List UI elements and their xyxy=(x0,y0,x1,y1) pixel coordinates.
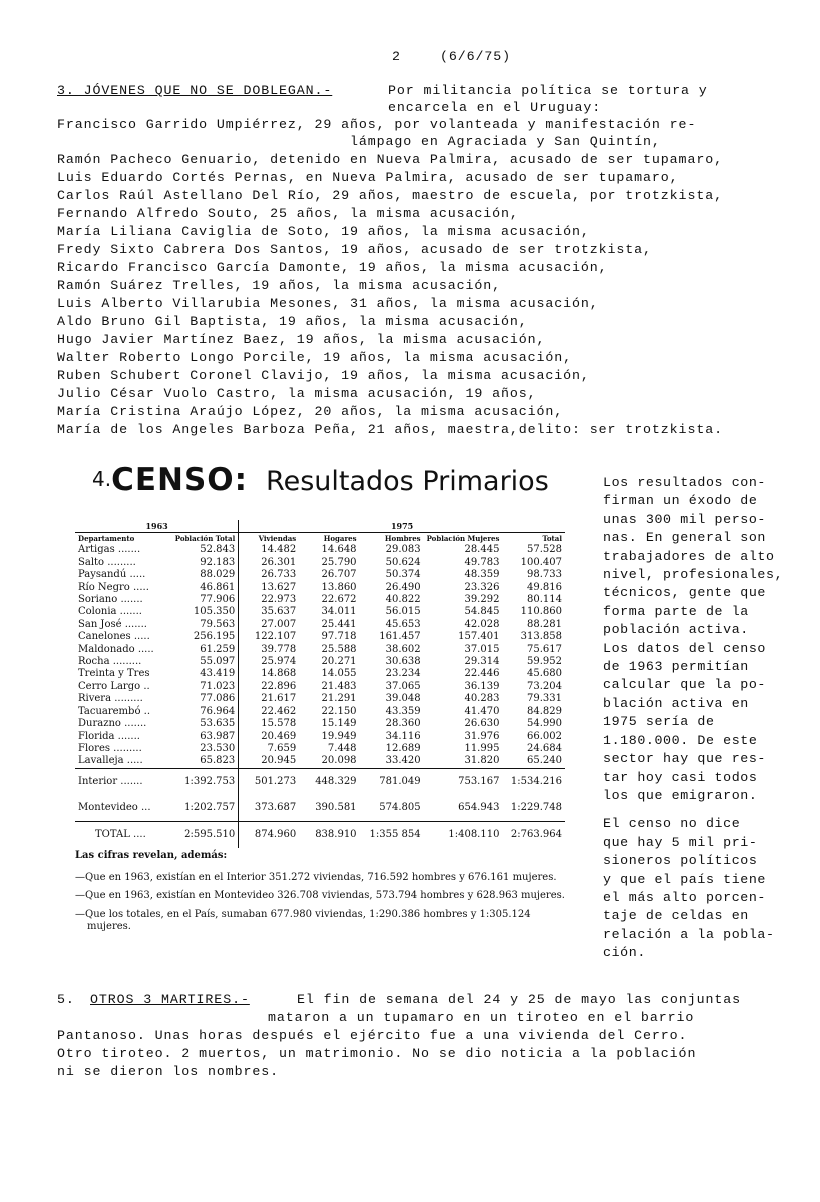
section-5-line: Pantanoso. Unas horas después el ejército fue a una vivienda del Cerro. xyxy=(57,1028,688,1043)
cell: 31.820 xyxy=(464,755,500,767)
cell: 26.490 xyxy=(385,581,421,593)
cell: 37.065 xyxy=(385,680,421,692)
cell: 92.183 xyxy=(200,556,236,568)
cell: 36.139 xyxy=(464,680,500,692)
census-notes xyxy=(75,850,565,940)
cell: 25.790 xyxy=(321,556,357,568)
table-row xyxy=(75,731,565,743)
cell: 22.973 xyxy=(239,594,299,606)
cell: 25.588 xyxy=(321,643,357,655)
col-header: Población Total xyxy=(174,534,236,544)
table-row xyxy=(75,681,565,693)
page-date: (6/6/75) xyxy=(440,49,512,64)
cell: 73.204 xyxy=(527,680,562,692)
census-title xyxy=(92,462,549,498)
cell: 77.906 xyxy=(200,594,236,606)
section-3-intro-2: encarcela en el Uruguay: xyxy=(388,100,602,115)
detainee-line: Luis Eduardo Cortés Pernas, en Nueva Palmira, acusado de ser tupamaro, xyxy=(57,170,679,185)
cell: 12.689 xyxy=(385,742,421,754)
cell: 313.858 xyxy=(520,631,562,643)
commentary-line: forma parte de la xyxy=(603,603,749,619)
cell: 29.083 xyxy=(385,544,421,556)
commentary-line: taje de celdas en xyxy=(603,908,749,924)
cell: 161.457 xyxy=(379,631,421,643)
commentary-line: los que emigraron. xyxy=(603,787,758,803)
section-5-line: mataron a un tupamaro en un tiroteo en el barrio xyxy=(268,1010,695,1025)
col-header: Hogares xyxy=(323,534,357,544)
table-row xyxy=(75,718,565,730)
cell: 1:355 854 xyxy=(360,821,424,848)
detainee-line: Carlos Raúl Astellano Del Río, 29 años, maestro de escuela, por trotzkista, xyxy=(57,188,723,203)
cell: 22.672 xyxy=(321,594,357,606)
cell: 79.563 xyxy=(200,618,236,630)
year-1963: 1963 xyxy=(75,520,239,533)
cell: 76.964 xyxy=(200,705,236,717)
cell: 19.949 xyxy=(321,730,357,742)
detainee-line: Fernando Alfredo Souto, 25 años, la misma acusación, xyxy=(57,206,519,221)
cell: 21.291 xyxy=(321,693,357,705)
cell: 43.419 xyxy=(200,668,236,680)
cell: 97.718 xyxy=(321,631,357,643)
cell: 80.114 xyxy=(527,594,562,606)
cell: 7.448 xyxy=(327,742,357,754)
table-row xyxy=(75,606,565,618)
section-5-heading: OTROS 3 MARTIRES.- xyxy=(90,992,250,1007)
cell: 98.733 xyxy=(527,569,562,581)
table-row xyxy=(75,544,565,556)
cell: Florida ....... xyxy=(78,730,140,742)
cell: 14.055 xyxy=(321,668,357,680)
cell: 28.445 xyxy=(464,544,500,556)
cell: 501.273 xyxy=(239,768,299,795)
cell: 45.653 xyxy=(385,618,421,630)
detainee-line: María de los Angeles Barboza Peña, 21 años, maestra,delito: ser trotzkista. xyxy=(57,422,723,437)
cell: Durazno ....... xyxy=(78,718,147,730)
note-item: —Que en 1963, existían en Montevideo 326.708 viviendas, 573.794 hombres y 628.963 mujeres. xyxy=(75,890,565,901)
cell: 25.441 xyxy=(321,618,357,630)
cell: 22.462 xyxy=(239,706,299,718)
cell: Montevideo ... xyxy=(78,801,151,813)
detainee-line: Fredy Sixto Cabrera Dos Santos, 19 años, acusado de ser trotzkista, xyxy=(57,242,652,257)
census-subtitle: Resultados Primarios xyxy=(266,466,549,497)
detainee-line: Ruben Schubert Coronel Clavijo, 19 años, la misma acusación, xyxy=(57,368,590,383)
cell: 20.271 xyxy=(321,656,357,668)
cell: 29.314 xyxy=(464,656,500,668)
commentary-paragraph-1 xyxy=(603,474,818,805)
table-row xyxy=(75,693,565,705)
cell: 13.627 xyxy=(239,582,299,594)
cell: 1:229.748 xyxy=(510,801,562,813)
cell: 40.822 xyxy=(385,594,421,606)
cell: 84.829 xyxy=(527,705,562,717)
cell: 25.974 xyxy=(239,656,299,668)
detainee-line: Ramón Pacheco Genuario, detenido en Nueva Palmira, acusado de ser tupamaro, xyxy=(57,152,723,167)
cell: 61.259 xyxy=(200,643,236,655)
cell: 781.049 xyxy=(360,768,424,795)
cell: 39.292 xyxy=(464,594,500,606)
cell: 35.637 xyxy=(239,606,299,618)
table-row xyxy=(75,631,565,643)
cell: 50.374 xyxy=(385,569,421,581)
table-header-row xyxy=(75,533,565,545)
table-row-interior xyxy=(75,768,565,795)
cell: 21.483 xyxy=(321,680,357,692)
cell: 11.995 xyxy=(464,742,500,754)
commentary-line: calcular que la po- xyxy=(603,677,767,693)
cell: Artigas ....... xyxy=(78,544,141,556)
section-5-number: 5. xyxy=(57,992,75,1007)
commentary-line: trabajadores de alto xyxy=(603,548,775,564)
commentary-line: 1975 sería de xyxy=(603,714,715,730)
cell: 574.805 xyxy=(379,801,421,813)
cell: 21.617 xyxy=(239,693,299,705)
table-row xyxy=(75,619,565,631)
cell: 37.015 xyxy=(464,643,500,655)
col-header: Población Mujeres xyxy=(426,534,500,544)
cell: 110.860 xyxy=(520,606,562,618)
note-item: —Que los totales, en el País, sumaban 677.980 viviendas, 1:290.386 hombres y 1:305.124 mujeres. xyxy=(75,908,531,932)
cell: 38.602 xyxy=(385,643,421,655)
commentary-line: relación a la pobla- xyxy=(603,926,775,942)
cell: 15.149 xyxy=(321,718,357,730)
detainee-line: Francisco Garrido Umpiérrez, 29 años, por volanteada y manifestación re- xyxy=(57,117,697,132)
cell: 71.023 xyxy=(200,680,236,692)
commentary-line: ción. xyxy=(603,945,646,961)
cell: 14.868 xyxy=(239,668,299,680)
commentary-line: nivel, profesionales, xyxy=(603,567,784,583)
detainee-line: María Liliana Caviglia de Soto, 19 años, la misma acusación, xyxy=(57,224,590,239)
table-row xyxy=(75,656,565,668)
section-3-intro-1: Por militancia política se tortura y xyxy=(388,83,708,98)
cell: 22.896 xyxy=(239,681,299,693)
cell: Treinta y Tres xyxy=(78,668,150,680)
cell: 23.530 xyxy=(200,742,236,754)
cell: 15.578 xyxy=(239,718,299,730)
cell: 14.482 xyxy=(239,544,299,556)
detainee-line: Julio César Vuolo Castro, la misma acusación, 19 años, xyxy=(57,386,537,401)
detainee-line: Aldo Bruno Gil Baptista, 19 años, la misma acusación, xyxy=(57,314,528,329)
col-header: Departamento xyxy=(78,534,135,544)
cell: 34.011 xyxy=(321,606,357,618)
cell: 7.659 xyxy=(239,743,299,755)
col-header: Hombres xyxy=(384,534,421,544)
cell: Salto ......... xyxy=(78,556,136,568)
cell: Lavalleja ..... xyxy=(78,755,143,767)
table-row xyxy=(75,668,565,680)
commentary-line: población activa. xyxy=(603,622,749,638)
detainee-line: Luis Alberto Villarubia Mesones, 31 años, la misma acusación, xyxy=(57,296,599,311)
detainee-line: María Cristina Araújo López, 20 años, la misma acusación, xyxy=(57,404,564,419)
table-row xyxy=(75,569,565,581)
cell: 27.007 xyxy=(239,619,299,631)
commentary-line: El censo no dice xyxy=(603,816,741,832)
cell: 59.952 xyxy=(527,656,562,668)
commentary-line: Los resultados con- xyxy=(603,475,767,490)
cell: 79.331 xyxy=(527,693,562,705)
cell: 13.860 xyxy=(321,581,357,593)
cell: 20.469 xyxy=(239,731,299,743)
cell: 1:408.110 xyxy=(424,821,503,848)
year-1975: 1975 xyxy=(239,520,565,533)
commentary-paragraph-2 xyxy=(603,815,818,962)
cell: 40.283 xyxy=(464,693,500,705)
table-row xyxy=(75,557,565,569)
detainee-line: lámpago en Agraciada y San Quintín, xyxy=(350,134,661,149)
cell: Maldonado ..... xyxy=(78,643,154,655)
cell: 41.470 xyxy=(464,705,500,717)
cell: 20.945 xyxy=(239,755,299,768)
cell: 26.707 xyxy=(321,569,357,581)
cell: 88.029 xyxy=(200,569,236,581)
commentary-line: Los datos del censo xyxy=(603,640,767,656)
table-row xyxy=(75,582,565,594)
cell: 654.943 xyxy=(458,801,500,813)
cell: 63.987 xyxy=(200,730,236,742)
commentary-line: que hay 5 mil pri- xyxy=(603,834,758,850)
cell: 105.350 xyxy=(193,606,236,618)
detainee-line: Hugo Javier Martínez Baez, 19 años, la misma acusación, xyxy=(57,332,546,347)
cell: 65.823 xyxy=(200,755,236,767)
cell: 34.116 xyxy=(385,730,421,742)
cell: 43.359 xyxy=(385,705,421,717)
cell: 49.816 xyxy=(527,581,562,593)
census-table xyxy=(75,520,565,848)
commentary-line: técnicos, gente que xyxy=(603,585,767,601)
detainee-line: Walter Roberto Longo Porcile, 19 años, la misma acusación, xyxy=(57,350,573,365)
cell: 54.845 xyxy=(464,606,500,618)
cell: 26.301 xyxy=(239,557,299,569)
cell: 2:763.964 xyxy=(502,821,565,848)
commentary-line: nas. En general son xyxy=(603,530,767,546)
table-year-row xyxy=(75,520,565,533)
cell: 1:202.757 xyxy=(184,801,236,813)
commentary-line: tar hoy casi todos xyxy=(603,769,758,785)
cell: 75.617 xyxy=(527,643,562,655)
cell: San José ....... xyxy=(78,618,147,630)
cell: 157.401 xyxy=(458,631,500,643)
section-5-line: Otro tiroteo. 2 muertos, un matrimonio. No se dio noticia a la población xyxy=(57,1046,697,1061)
cell: 77.086 xyxy=(200,693,236,705)
cell: 373.687 xyxy=(239,795,299,822)
cell: 22.150 xyxy=(321,705,357,717)
cell: 31.976 xyxy=(464,730,500,742)
table-row xyxy=(75,594,565,606)
cell: Colonia ....... xyxy=(78,606,142,618)
cell: 26.733 xyxy=(239,569,299,581)
section-5-line: ni se dieron los nombres. xyxy=(57,1064,279,1079)
cell: Rivera ......... xyxy=(78,693,143,705)
cell: 24.684 xyxy=(527,742,562,754)
cell: 46.861 xyxy=(200,581,236,593)
cell: Río Negro ..... xyxy=(78,581,149,593)
section-3-heading: 3. JÓVENES QUE NO SE DOBLEGAN.- xyxy=(57,83,333,98)
cell: 49.783 xyxy=(464,556,500,568)
section-4-number: 4. xyxy=(92,467,112,491)
page-number: 2 xyxy=(392,49,401,64)
cell: 2:595.510 xyxy=(168,821,239,848)
cell: Flores ......... xyxy=(78,742,142,754)
commentary-line: el más alto porcen- xyxy=(603,889,767,905)
table-row-total xyxy=(75,821,565,848)
cell: 53.635 xyxy=(200,718,236,730)
detainee-line: Ricardo Francisco García Damonte, 19 años, la misma acusación, xyxy=(57,260,608,275)
note-item: —Que en 1963, existían en el Interior 351.272 viviendas, 716.592 hombres y 676.161 mujeres. xyxy=(75,871,557,883)
cell: 52.843 xyxy=(200,544,236,556)
cell: 1:392.753 xyxy=(168,768,239,795)
cell: 50.624 xyxy=(385,556,421,568)
cell: 122.107 xyxy=(239,631,299,643)
commentary-line: y que el país tiene xyxy=(603,871,767,887)
cell: 28.360 xyxy=(385,718,421,730)
commentary-line: unas 300 mil perso- xyxy=(603,511,767,527)
table-row xyxy=(75,743,565,755)
cell: 26.630 xyxy=(464,718,500,730)
notes-heading: Las cifras revelan, además: xyxy=(75,850,228,861)
cell: 45.680 xyxy=(527,668,562,680)
cell: 23.234 xyxy=(385,668,421,680)
cell: 100.407 xyxy=(520,556,562,568)
commentary-line: firman un éxodo de xyxy=(603,493,758,509)
cell: 390.581 xyxy=(315,801,357,813)
cell: Canelones ..... xyxy=(78,631,150,643)
cell: 55.097 xyxy=(200,656,236,668)
cell: Soriano ....... xyxy=(78,594,143,606)
cell: 448.329 xyxy=(299,768,359,795)
table-row xyxy=(75,755,565,768)
commentary-line: de 1963 permitían xyxy=(603,659,749,675)
cell: 88.281 xyxy=(527,618,562,630)
col-header: Viviendas xyxy=(239,533,299,545)
cell: 1:534.216 xyxy=(502,768,565,795)
cell: Rocha ......... xyxy=(78,656,142,668)
cell: 874.960 xyxy=(239,821,299,848)
col-header: Total xyxy=(542,534,562,544)
cell: 39.048 xyxy=(385,693,421,705)
cell: 33.420 xyxy=(385,755,421,767)
cell: 57.528 xyxy=(527,544,562,556)
cell: Paysandú ..... xyxy=(78,569,146,581)
cell: 838.910 xyxy=(299,821,359,848)
cell: 39.778 xyxy=(239,644,299,656)
cell: 22.446 xyxy=(464,668,500,680)
cell: Tacuarembó .. xyxy=(78,705,150,717)
cell: 753.167 xyxy=(424,768,503,795)
cell: 20.098 xyxy=(321,755,357,767)
census-heading: CENSO: xyxy=(111,462,249,498)
detainee-line: Ramón Suárez Trelles, 19 años, la misma acusación, xyxy=(57,278,501,293)
table-row xyxy=(75,706,565,718)
commentary-line: blación activa en xyxy=(603,695,749,711)
cell: 48.359 xyxy=(464,569,500,581)
cell: 42.028 xyxy=(464,618,500,630)
commentary-line: sector hay que res- xyxy=(603,751,767,767)
cell: TOTAL .... xyxy=(75,821,168,848)
cell: 66.002 xyxy=(527,730,562,742)
commentary-line: 1.180.000. De este xyxy=(603,732,758,748)
cell: 65.240 xyxy=(527,755,562,767)
cell: 30.638 xyxy=(385,656,421,668)
cell: 23.326 xyxy=(464,581,500,593)
table-row-montevideo xyxy=(75,795,565,822)
cell: Cerro Largo .. xyxy=(78,680,150,692)
table-row xyxy=(75,644,565,656)
cell: 56.015 xyxy=(385,606,421,618)
cell: 256.195 xyxy=(193,631,236,643)
commentary-line: sioneros políticos xyxy=(603,853,758,869)
cell: Interior ....... xyxy=(75,768,168,795)
cell: 14.648 xyxy=(321,544,357,556)
cell: 54.990 xyxy=(527,718,562,730)
census-commentary xyxy=(603,474,818,973)
section-5-line: El fin de semana del 24 y 25 de mayo las conjuntas xyxy=(297,992,741,1007)
